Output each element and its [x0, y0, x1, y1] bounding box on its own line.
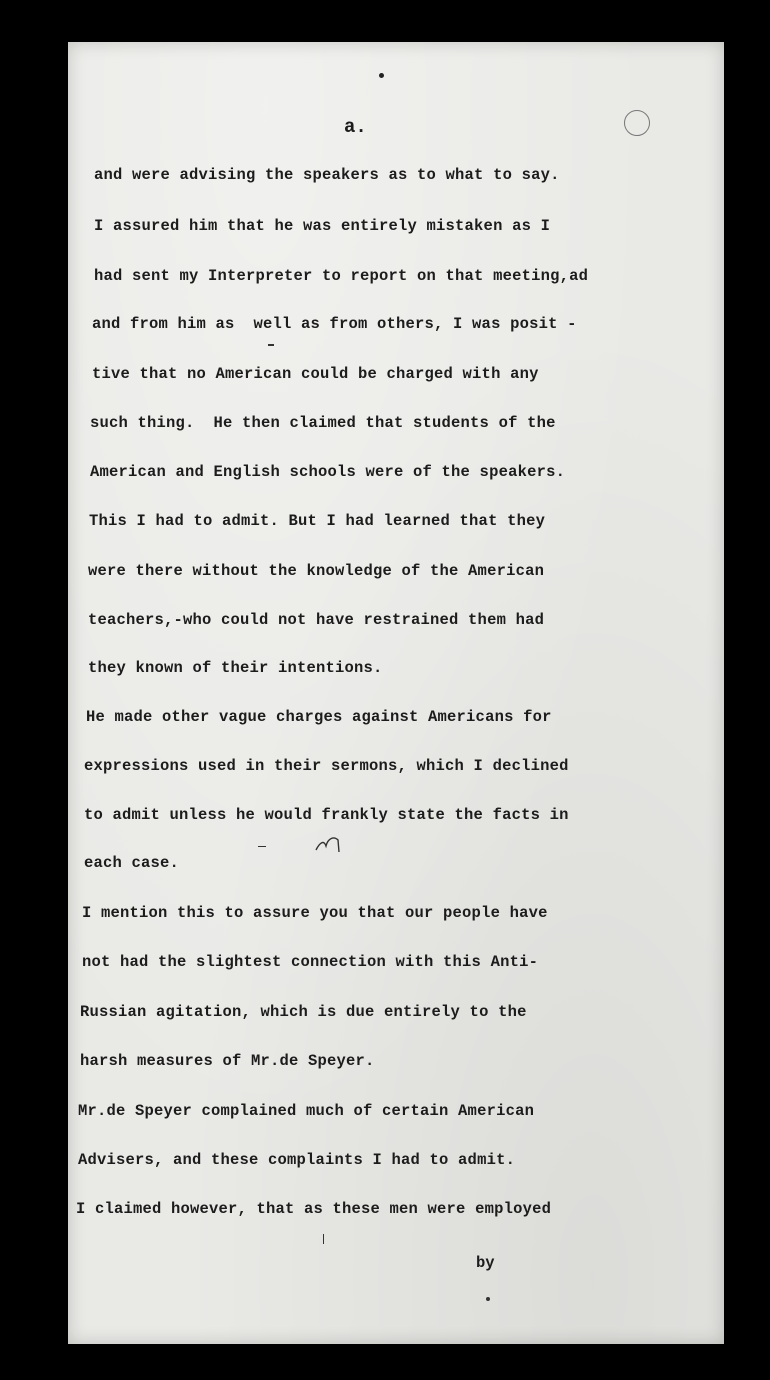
text-line: Advisers, and these complaints I had to admit.	[78, 1151, 516, 1169]
pencil-mark	[312, 832, 352, 862]
text-line: teachers,-who could not have restrained them had	[88, 611, 545, 629]
text-line: He made other vague charges against Americans for	[86, 708, 552, 726]
document-page	[68, 42, 724, 1344]
text-line: This I had to admit. But I had learned that they	[89, 512, 546, 530]
text-line: expressions used in their sermons, which I declined	[84, 757, 569, 775]
text-line: American and English schools were of the speakers.	[90, 463, 566, 481]
text-line: and were advising the speakers as to what to say.	[94, 166, 560, 184]
text-line: I assured him that he was entirely mistaken as I	[94, 217, 551, 235]
stray-mark	[486, 1297, 490, 1301]
text-line: I mention this to assure you that our people have	[82, 904, 548, 922]
text-line: I claimed however, that as these men were employed	[76, 1200, 552, 1218]
text-line: each case.	[84, 854, 180, 872]
stray-mark	[258, 846, 266, 847]
text-line: such thing. He then claimed that students of the	[90, 414, 556, 432]
text-line: to admit unless he would frankly state the facts in	[84, 806, 569, 824]
text-line: harsh measures of Mr.de Speyer.	[80, 1052, 375, 1070]
text-line: had sent my Interpreter to report on that meeting,ad	[94, 267, 589, 285]
stray-mark	[268, 344, 274, 346]
text-line: and from him as well as from others, I was posit -	[92, 315, 577, 333]
text-line: tive that no American could be charged with any	[92, 365, 539, 383]
catchword: by	[476, 1254, 495, 1272]
text-line: not had the slightest connection with this Anti-	[82, 953, 539, 971]
text-line: they known of their intentions.	[88, 659, 383, 677]
stray-mark	[323, 1234, 324, 1244]
text-line: Mr.de Speyer complained much of certain American	[78, 1102, 535, 1120]
text-line: were there without the knowledge of the American	[88, 562, 545, 580]
body-text	[68, 42, 724, 1344]
text-line: Russian agitation, which is due entirely to the	[80, 1003, 527, 1021]
page-number: a.	[344, 116, 367, 138]
